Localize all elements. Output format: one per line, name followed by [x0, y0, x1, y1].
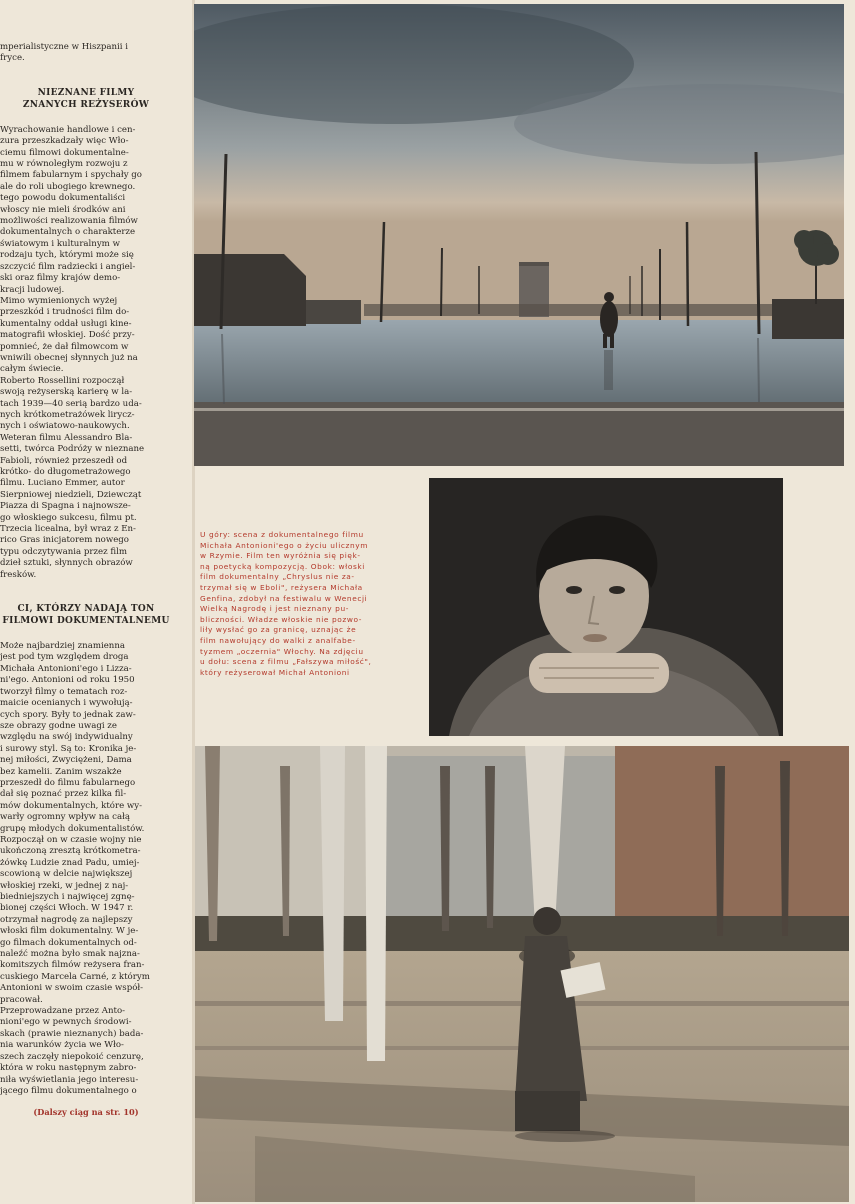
article-text-column [0, 42, 172, 1192]
section-heading-unknown-films: NIEZNANE FILMY ZNANYCH REŻYSERÓW [22, 87, 150, 110]
photo-caption: U góry: scena z dokumentalnego filmu Michała Antonioni'ego o życiu ulicznym w Rzymie. Film ten wyróżnia się pięk- ną poetycką kompozycją. Obok: włoski film dokumentalny „Chryslus nie za- trzymał się w Eboli", reżysera Michała Genfina, zdobył na festiwalu w Wenecji Wielką Nagrodę i jest nieznany pu- bliczności. Władze włoskie nie pozwo- liły wysłać go za granicę, uznając że film nawołujący do walki z analfabe- tyzmem „oczernia" Włochy. Na zdjęciu u dołu: scena z filmu „Fałszywa miłość", który reżyserował Michał Antonioni [200, 530, 372, 677]
section-heading-documentary-makers: CI, KTÓRZY NADAJĄ TON FILMOWI DOKUMENTALNEMU [2, 604, 170, 627]
man-reading-newspaper-photo [195, 746, 849, 1202]
section-body-2: Może najbardziej znamienna jest pod tym względem droga Michała Antonioni'ego i Lizza- ni'ego. Antonioni od roku 1950 tworzył filmy o tematach roz- maicie ocenianych i wywołują- cych spory. Były to jednak zaw- sze obrazy godne uwagi ze względu na swój indywidualny i surowy styl. Są to: Kronika je- nej miłości, Zwyciężeni, Dama bez kamelii. Zanim wszakże przeszedł do filmu fabularnego dał się poznać przez kilka fil- mów dokumentalnych, które wy- warły ogromny wpływ na całą grupę młodych dokumentalistów. Rozpoczął on w czasie wojny nie ukończoną zresztą krótkometra- żówkę Ludzie znad Padu, umiej- scowioną w delcie największej włoskiej rzeki, w jednej z naj- biedniejszych i najwięcej zgnę- bionej części Włoch. W 1947 r. otrzymał nagrodę za najlepszy włoski film dokumentalny. W je- go filmach dokumentalnych od- naleźć można było smak najzna- komitszych filmów reżysera fran- cuskiego Marcela Carné, z którym Antonioni w swoim czasie współ- pracował. Przeprowadzane przez Anto- nioni'ego w pewnych środowi- skach (prawie nieznanych) bada- nia warunków życia we Wło- szech zaczęły niepokoić cenzurę, która w roku następnym zabro- niła wyświetlania jego interesu- jącego filmu dokumentalnego o [0, 641, 150, 1096]
boy-portrait-photo [429, 478, 783, 736]
street-scene-photo [194, 4, 844, 466]
section-body-1: Wyrachowanie handlowe i cen- zura przeszkadzały więc Wło- ciemu filmowi dokumentalne- mu w równoległym rozwoju z filmem fabularnym i spychały go ale do roli ubogiego krewnego. tego powodu dokumentaliści włoscy nie mieli środków ani możliwości realizowania filmów dokumentalnych o charakterze światowym i kulturalnym w rodzaju tych, którymi może się szczycić film radziecki i angiel- ski oraz filmy krajów demo- kracji ludowej. Mimo wymienionych wyżej przeszkód i trudności film do- kumentalny oddał usługi kine- matografii włoskiej. Dość przy- pomnieć, że dał filmowcom w wniwili obecnej słynnych już na całym świecie. Roberto Rossellini rozpoczął swoją reżyserską karierę w la- tach 1939—40 serią bardzo uda- nych krótkometrażówek lirycz- nych i oświatowo-naukowych. Weteran filmu Alessandro Bla- setti, twórca Podróży w nieznane Fabioli, również przeszedł od krótko- do długometrażowego filmu. Luciano Emmer, autor Sierpniowej niedzieli, Dziewcząt Piazza di Spagna i najnowsze- go włoskiego sukcesu, filmu pt. Trzecia licealna, był wraz z En- rico Gras inicjatorem nowego typu odczytywania przez film dzieł sztuki, słynnych obrazów fresków. [0, 124, 145, 580]
continued-on-page-note: (Dalszy ciąg na str. 10) [33, 1107, 139, 1118]
intro-text: mperialistyczne w Hiszpanii i fryce. [0, 42, 129, 64]
